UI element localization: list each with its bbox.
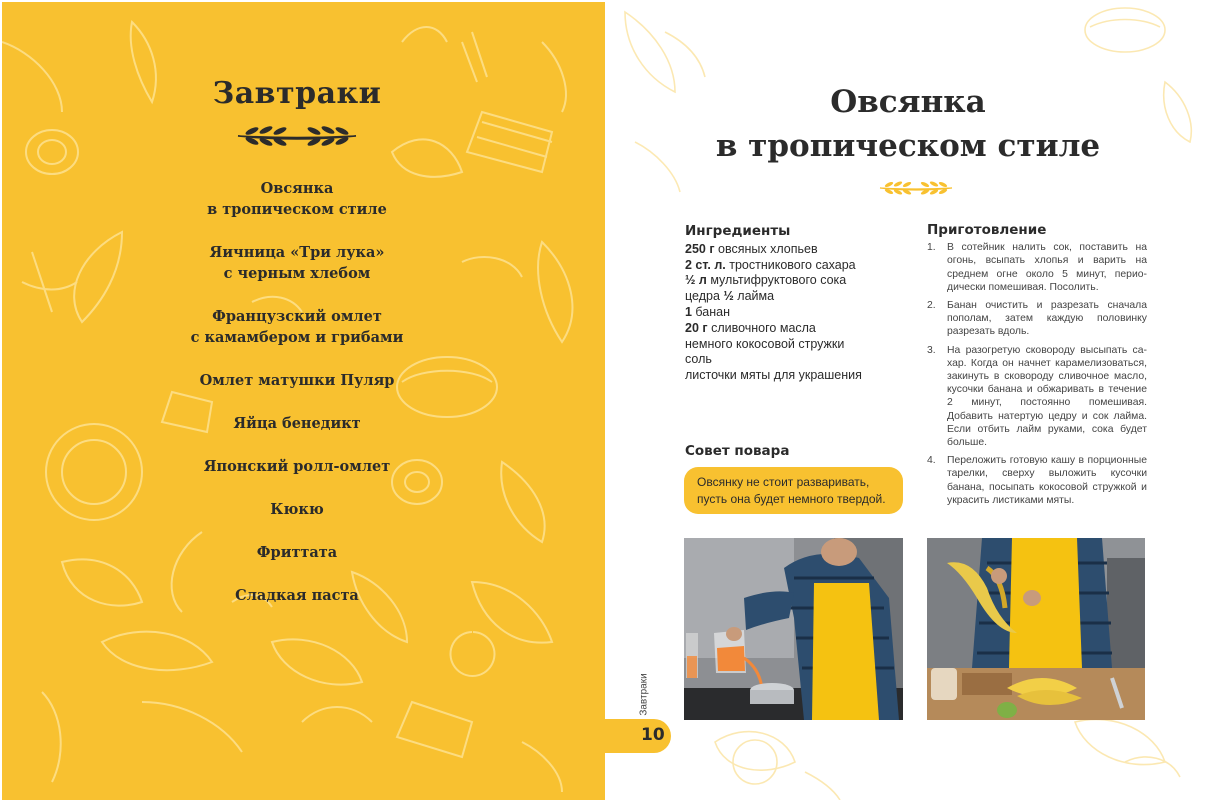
ingredient-item: ½ л мультифруктового сока — [685, 273, 847, 288]
ingredient-item: 2 ст. л. тростникового сахара — [685, 257, 856, 272]
toc-item[interactable] — [2, 456, 592, 477]
toc-item[interactable] — [2, 242, 592, 284]
ingredient-item: листочки мяты для украшения — [685, 368, 862, 383]
side-section-label — [638, 667, 659, 727]
section-title: Завтраки — [212, 76, 382, 111]
side-section-label-text: Завтраки — [638, 673, 650, 716]
ingredient-item: 1 банан — [685, 304, 731, 319]
toc-item-line: Яйца бенедикт — [233, 415, 361, 432]
toc-item-line: Французский омлет — [212, 308, 382, 325]
toc-item[interactable] — [2, 306, 592, 348]
ingredient-item: 250 г овсяных хлопьев — [685, 241, 818, 256]
wheat-ornament — [877, 178, 955, 198]
ingredients-block — [685, 224, 905, 384]
preparation-step — [927, 344, 1147, 450]
toc-item-line: Японский ролл-омлет — [203, 458, 391, 475]
toc-item-line: Фриттата — [256, 544, 338, 561]
ingredients-heading: Ингредиенты — [685, 223, 791, 239]
photo-pouring-juice — [684, 538, 903, 720]
toc-item-line: с черным хлебом — [223, 265, 371, 282]
step-number: 4. — [927, 455, 936, 467]
toc-item[interactable] — [2, 413, 592, 434]
step-text: Банан очистить и разрезать сначала пополам, затем каждую половинку разрезать вдоль. — [947, 300, 1147, 338]
step-text: На разогретую сковороду высыпать сахар. Когда он начнет карамелизоваться, закинуть в сковороду сливочное масло, кусочки банана и обжаривать в течение 2 минут, постоянно помешивая. Добавить натертую цедру и сок лайма. Если отбить лайм руками, сока будет больше. — [947, 344, 1147, 449]
toc-list — [2, 178, 592, 606]
preparation-heading: Приготовление — [927, 222, 1047, 238]
left-page — [2, 2, 605, 800]
tip-text-line: Овсянку не стоит разваривать, — [697, 475, 870, 489]
step-text: В сотейник налить сок, поставить на огонь, всыпать хлопья и варить на среднем огне около 5 минут, периодически помешивая. Посолить. — [947, 242, 1147, 293]
ingredient-item: цедра ½ лайма — [685, 289, 775, 304]
toc-item-line: Сладкая паста — [235, 587, 359, 604]
tip-text-line: пусть она будет немного твердой. — [697, 492, 886, 506]
toc-item[interactable] — [2, 499, 592, 520]
toc-item[interactable] — [2, 542, 592, 563]
step-text: Переложить готовую кашу в порционные тарелки, сверху выложить кусочки банана, посыпать кокосовой стружкой и украсить листиками мяты. — [947, 455, 1147, 506]
toc-item-line: в тропическом стиле — [207, 201, 387, 218]
page-number-tab — [605, 719, 671, 753]
tip-heading: Совет повара — [685, 443, 790, 459]
toc-item[interactable] — [2, 370, 592, 391]
ingredient-item: соль — [685, 352, 712, 367]
preparation-step — [927, 241, 1147, 294]
photo-peeling-banana — [927, 538, 1145, 720]
step-number: 3. — [927, 344, 936, 356]
right-page — [605, 2, 1211, 800]
toc-item[interactable] — [2, 178, 592, 220]
wheat-ornament — [234, 122, 360, 150]
recipe-title-line: Овсянка — [830, 84, 986, 120]
preparation-step — [927, 299, 1147, 339]
step-number: 1. — [927, 242, 936, 254]
preparation-step — [927, 454, 1147, 507]
toc-item-line: Омлет матушки Пуляр — [199, 372, 395, 389]
recipe-title-line: в тропическом стиле — [715, 128, 1101, 164]
recipe-title — [605, 80, 1211, 168]
toc-item-line: с камамбером и грибами — [190, 329, 404, 346]
ingredient-item: 20 г сливочного масла — [685, 320, 816, 335]
preparation-steps — [927, 241, 1147, 507]
toc-item[interactable] — [2, 585, 592, 606]
toc-item-line: Кюкю — [270, 501, 324, 518]
toc-item-line: Овсянка — [260, 180, 334, 197]
toc-item-line: Яичница «Три лука» — [209, 244, 385, 261]
page-number: 10 — [641, 725, 665, 745]
step-number: 2. — [927, 300, 936, 312]
ingredient-item: немного кокосовой стружки — [685, 336, 845, 351]
tip-box — [684, 467, 903, 514]
preparation-block — [927, 224, 1147, 512]
